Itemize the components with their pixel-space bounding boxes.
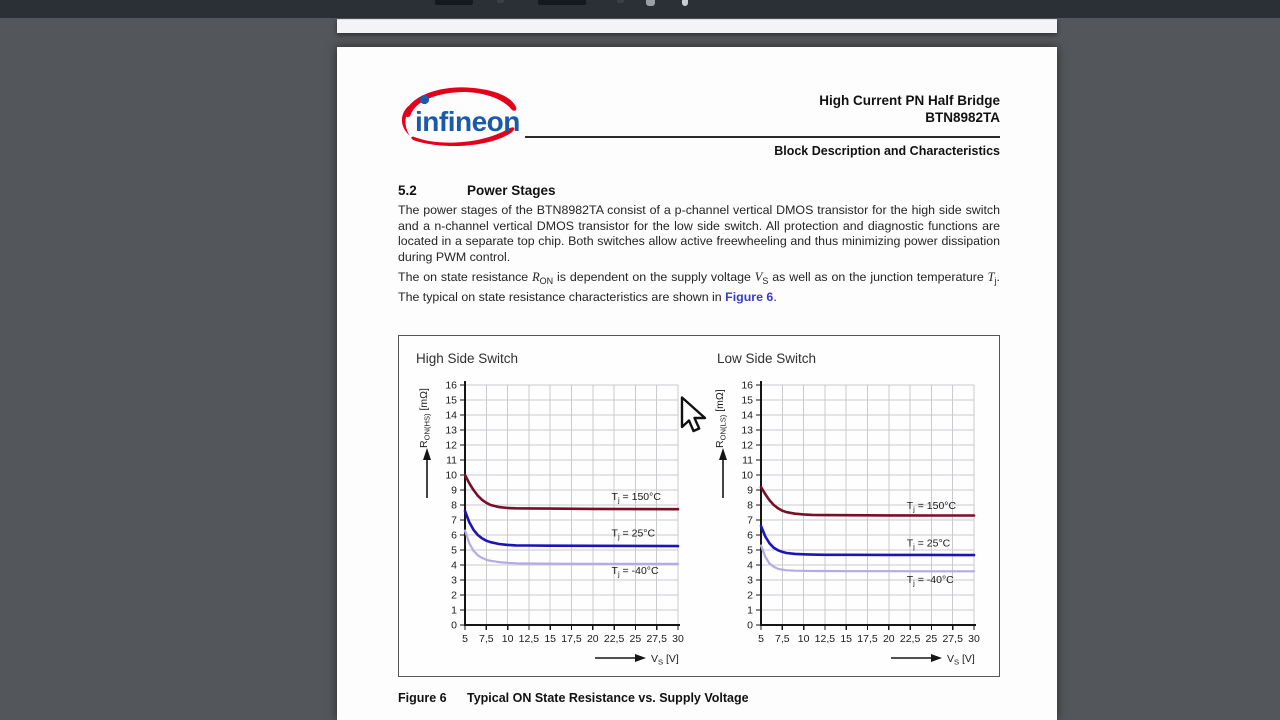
p2-text: The on state resistance bbox=[398, 270, 533, 284]
subscript-j: j bbox=[994, 276, 997, 286]
svg-text:30: 30 bbox=[672, 633, 684, 645]
doc-title-line1: High Current PN Half Bridge bbox=[819, 93, 1000, 108]
svg-text:Tj = 150°C: $T_j = 150^\circ C$ bbox=[611, 490, 661, 505]
svg-text:RON(LS) [mΩ]: $R_{ON(LS)}$ [mΩ] bbox=[714, 389, 728, 448]
toolbar-icon-fragment[interactable] bbox=[497, 0, 504, 3]
svg-text:25: 25 bbox=[925, 633, 938, 645]
svg-text:10: 10 bbox=[501, 633, 514, 645]
svg-text:13: 13 bbox=[741, 424, 753, 437]
svg-text:10: 10 bbox=[445, 469, 457, 482]
svg-text:22,5: 22,5 bbox=[603, 633, 625, 645]
header-rule bbox=[525, 136, 1000, 138]
subscript-S: S bbox=[762, 276, 769, 286]
p2-text: is dependent on the supply voltage bbox=[553, 270, 755, 284]
svg-text:Tj = -40°C: $T_j = -40^\circ C$ bbox=[906, 574, 954, 588]
on-resistance-charts bbox=[399, 336, 999, 676]
svg-text:6: 6 bbox=[451, 529, 457, 542]
svg-text:Tj = 25°C: $T_j = 25^\circ C$ bbox=[611, 527, 656, 541]
svg-text:20: 20 bbox=[586, 633, 599, 645]
svg-text:10: 10 bbox=[797, 633, 810, 645]
toolbar-icon-fragment[interactable] bbox=[682, 0, 688, 6]
svg-text:14: 14 bbox=[445, 409, 457, 422]
toolbar-icon-fragment[interactable] bbox=[538, 0, 586, 5]
svg-text:5: 5 bbox=[451, 544, 457, 557]
p2-text: . bbox=[773, 289, 777, 304]
svg-text:27,5: 27,5 bbox=[942, 633, 963, 645]
svg-text:6: 6 bbox=[747, 529, 753, 542]
svg-text:4: 4 bbox=[747, 559, 753, 572]
p2-text: as well as on the junction temperature bbox=[768, 270, 988, 284]
svg-text:8: 8 bbox=[747, 499, 753, 512]
svg-text:7,5: 7,5 bbox=[478, 633, 494, 645]
svg-text:16: 16 bbox=[445, 379, 457, 392]
svg-text:10: 10 bbox=[741, 469, 753, 482]
mouse-cursor bbox=[680, 396, 710, 436]
variable-Tj: T bbox=[987, 270, 995, 284]
svg-text:7,5: 7,5 bbox=[774, 633, 790, 645]
body-paragraph-1: The power stages of the BTN8982TA consist of a p-channel vertical DMOS transistor for the high side switch and a n-channel vertical DMOS transistor for the low side switch. All protection and diagnostic functions are located in a separate top chip. Both switches allow active freewheeling and thus minimizing power dissipation during PWM control. bbox=[398, 203, 1000, 264]
figure-6-link[interactable]: Figure 6 bbox=[725, 289, 774, 304]
svg-text:15: 15 bbox=[741, 394, 753, 407]
svg-text:15: 15 bbox=[445, 394, 457, 407]
previous-page-edge bbox=[337, 19, 1057, 33]
svg-text:15: 15 bbox=[544, 633, 557, 645]
doc-title-line2: BTN8982TA bbox=[925, 110, 1000, 125]
svg-text:RON(HS) [mΩ]: $R_{ON(HS)}$ [mΩ] bbox=[418, 388, 432, 448]
svg-text:16: 16 bbox=[741, 379, 753, 392]
svg-text:7: 7 bbox=[747, 514, 753, 527]
svg-text:20: 20 bbox=[882, 633, 895, 645]
svg-text:VS [V]: $V_S$ [V] bbox=[651, 653, 679, 667]
svg-text:1: 1 bbox=[747, 604, 753, 617]
subscript-ON: ON bbox=[539, 276, 554, 286]
svg-text:4: 4 bbox=[451, 559, 457, 572]
figure-caption-label: Figure 6 bbox=[398, 691, 447, 705]
figure-caption-text: Typical ON State Resistance vs. Supply Voltage bbox=[467, 691, 749, 705]
toolbar-icon-fragment[interactable] bbox=[435, 0, 473, 5]
figure-6 bbox=[398, 335, 1000, 677]
svg-text:27,5: 27,5 bbox=[646, 633, 667, 645]
variable-Ron: R bbox=[532, 270, 540, 284]
svg-text:25: 25 bbox=[629, 633, 642, 645]
svg-text:9: 9 bbox=[747, 484, 753, 497]
svg-text:Tj = 150°C: $T_j = 150^\circ C$ bbox=[906, 499, 957, 514]
infineon-logo bbox=[397, 84, 525, 146]
toolbar-icon-fragment[interactable] bbox=[617, 0, 624, 3]
svg-text:Tj = 25°C: $T_j = 25^\circ C$ bbox=[906, 537, 951, 551]
svg-text:2: 2 bbox=[747, 589, 753, 602]
variable-Vs: V bbox=[754, 270, 763, 284]
viewer-toolbar bbox=[0, 0, 1280, 18]
svg-text:11: 11 bbox=[742, 454, 753, 467]
section-title: Power Stages bbox=[467, 183, 556, 198]
low-side-chart bbox=[714, 351, 980, 667]
svg-text:1: 1 bbox=[451, 604, 457, 617]
svg-text:5: 5 bbox=[747, 544, 753, 557]
svg-text:15: 15 bbox=[840, 633, 853, 645]
svg-text:14: 14 bbox=[741, 409, 753, 422]
svg-text:12,5: 12,5 bbox=[814, 633, 836, 645]
logo-wordmark: infineon bbox=[415, 106, 520, 137]
svg-text:17,5: 17,5 bbox=[561, 633, 582, 645]
toolbar-icon-fragment[interactable] bbox=[646, 0, 655, 6]
p2-text: . The typical on state resistance characteristics are shown in bbox=[398, 270, 1000, 304]
svg-text:5: 5 bbox=[758, 633, 764, 645]
svg-text:8: 8 bbox=[451, 499, 457, 512]
chapter-subtitle: Block Description and Characteristics bbox=[774, 144, 1000, 158]
svg-text:22,5: 22,5 bbox=[899, 633, 921, 645]
svg-text:11: 11 bbox=[446, 454, 457, 467]
svg-text:3: 3 bbox=[451, 574, 457, 587]
svg-text:12,5: 12,5 bbox=[518, 633, 540, 645]
svg-text:13: 13 bbox=[445, 424, 457, 437]
svg-text:0: 0 bbox=[747, 619, 753, 632]
svg-text:12: 12 bbox=[741, 439, 753, 452]
svg-text:VS [V]: $V_S$ [V] bbox=[947, 653, 975, 667]
svg-text:Tj = -40°C: $T_j = -40^\circ C$ bbox=[611, 565, 659, 579]
svg-text:30: 30 bbox=[968, 633, 980, 645]
logo-i-dot bbox=[420, 95, 429, 104]
svg-text:3: 3 bbox=[747, 574, 753, 587]
svg-text:17,5: 17,5 bbox=[857, 633, 878, 645]
body-paragraph-2 bbox=[398, 270, 1000, 305]
document-title bbox=[819, 92, 1000, 126]
section-number: 5.2 bbox=[398, 183, 417, 198]
svg-text:12: 12 bbox=[445, 439, 457, 452]
svg-text:0: 0 bbox=[451, 619, 457, 632]
pdf-page bbox=[337, 47, 1057, 720]
svg-text:9: 9 bbox=[451, 484, 457, 497]
svg-text:2: 2 bbox=[451, 589, 457, 602]
svg-text:5: 5 bbox=[462, 633, 468, 645]
svg-text:High Side Switch: High Side Switch bbox=[416, 351, 519, 366]
high-side-chart bbox=[416, 351, 684, 667]
svg-text:7: 7 bbox=[451, 514, 457, 527]
svg-text:Low Side Switch: Low Side Switch bbox=[717, 351, 817, 366]
